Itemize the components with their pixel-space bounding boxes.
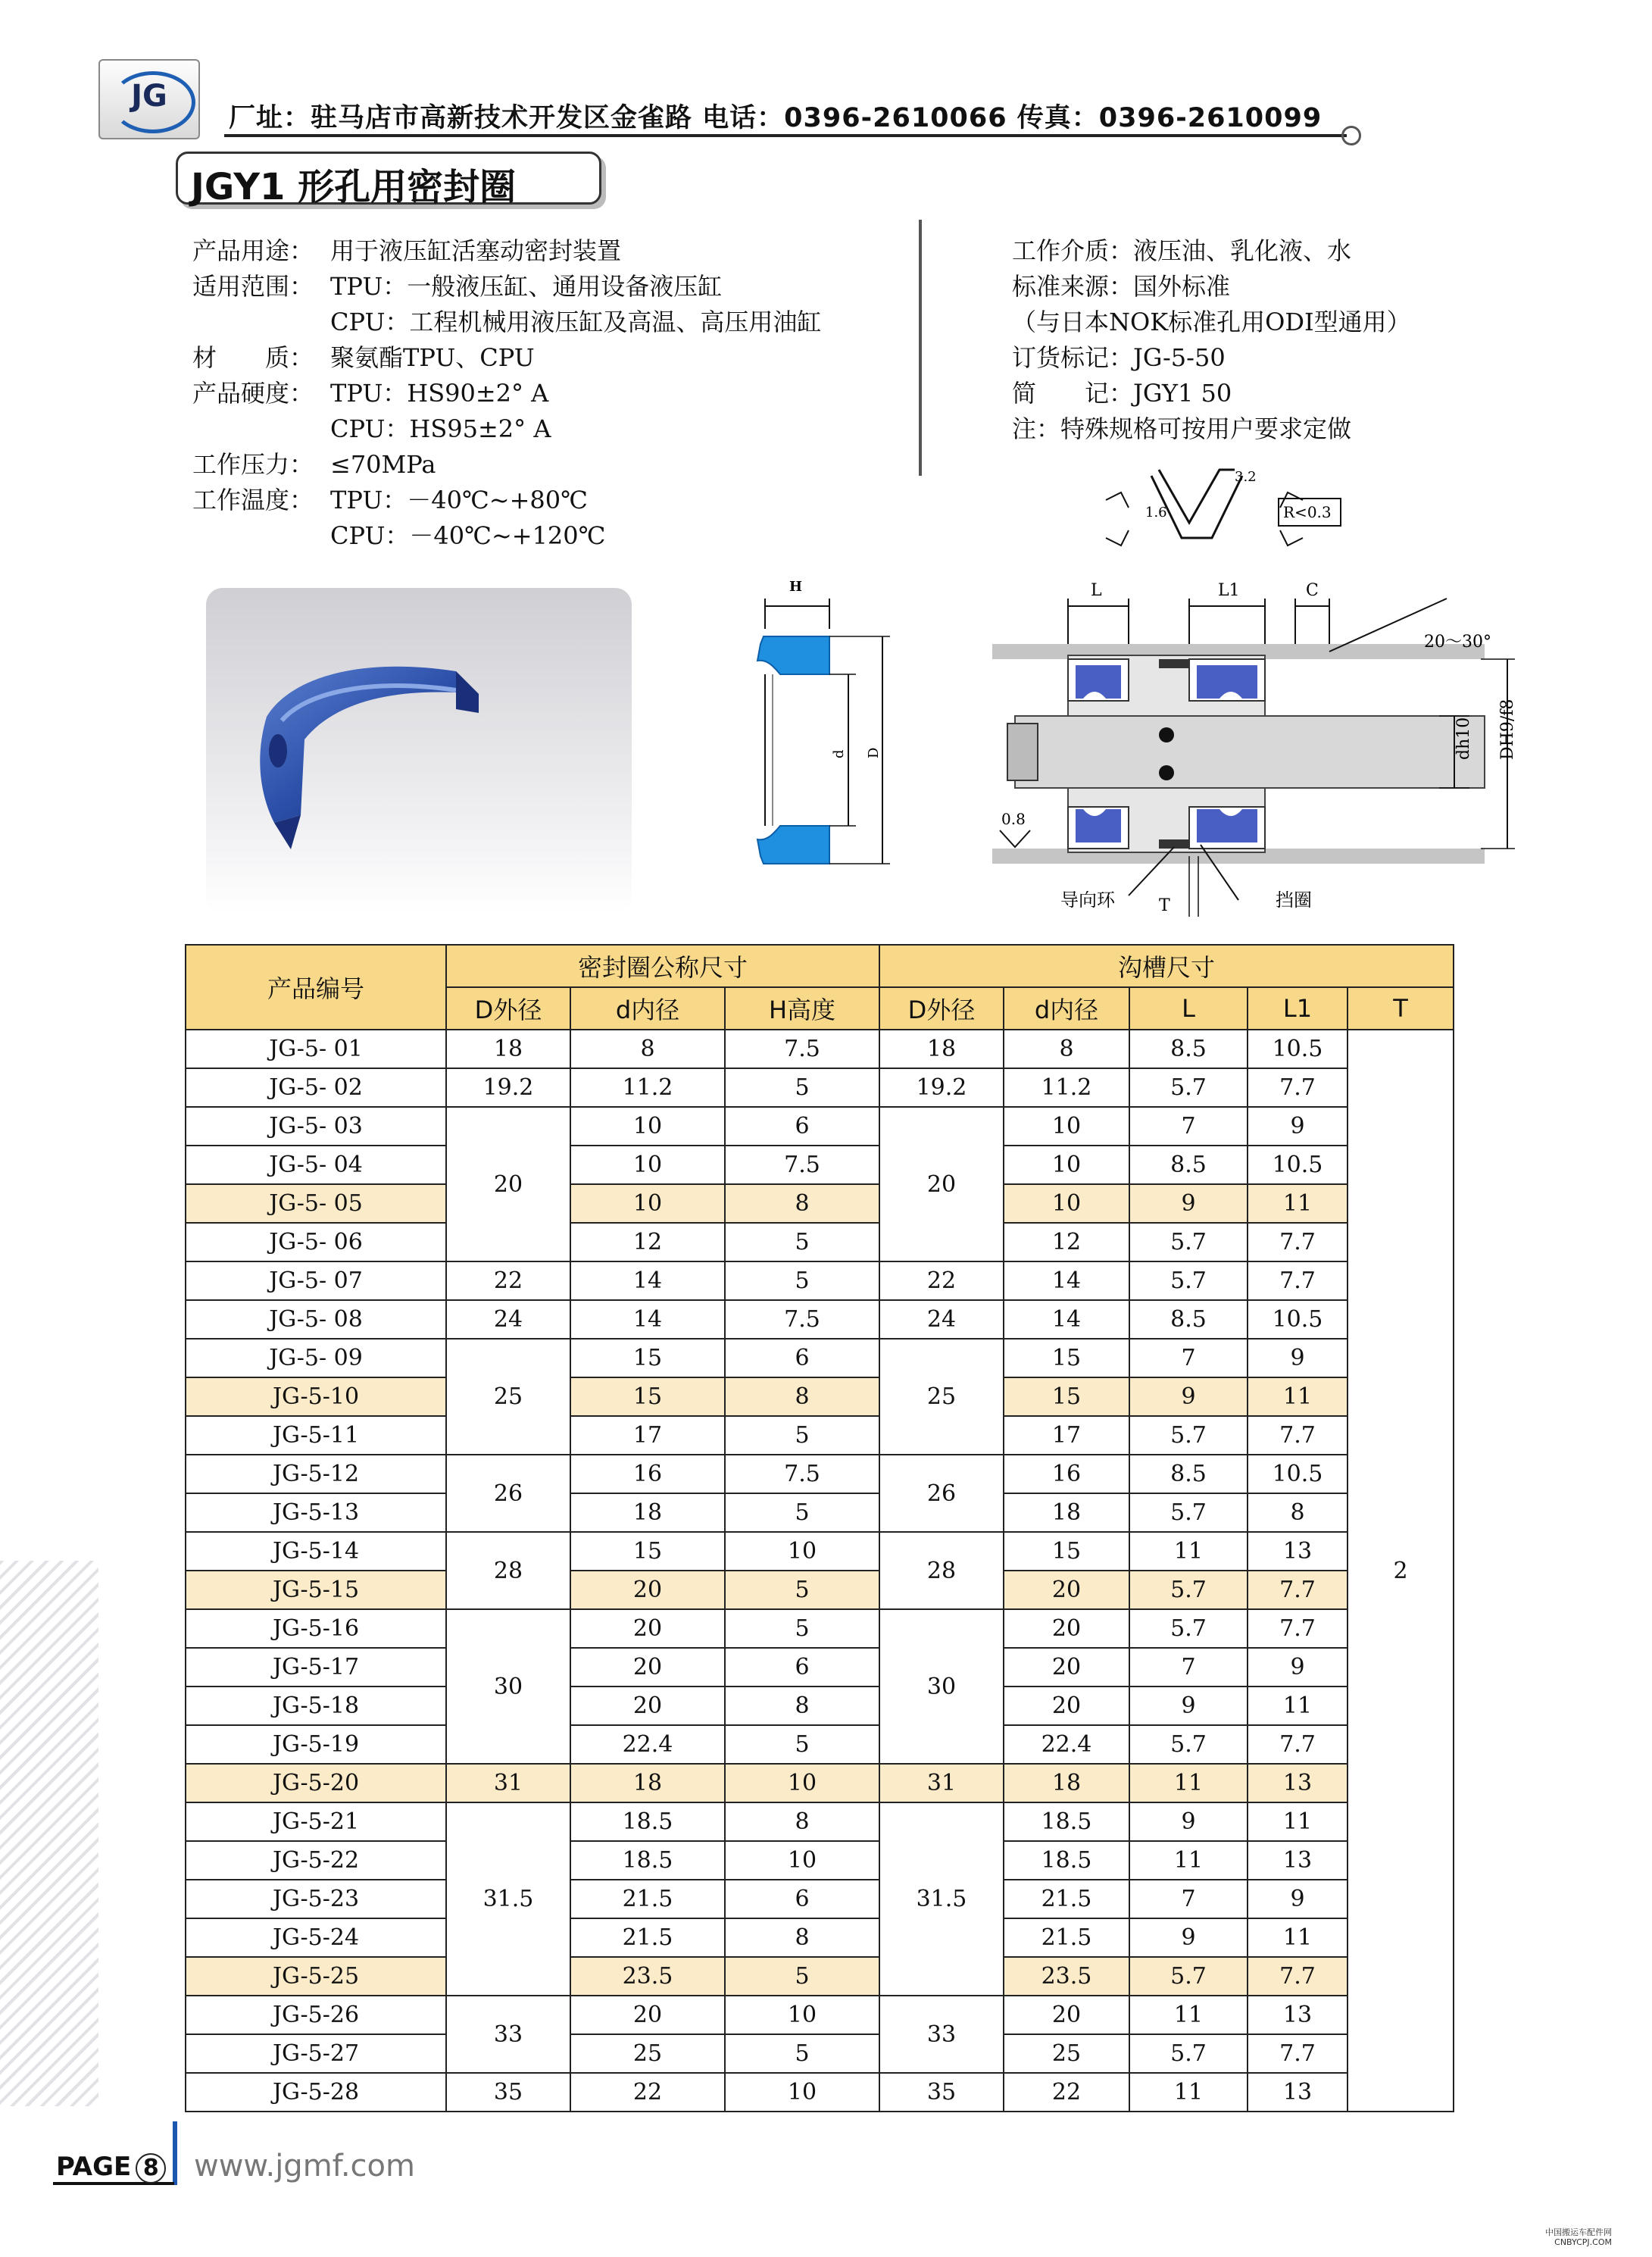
table-row: [186, 1339, 1454, 1377]
cell-groove-d: 18.5: [1004, 1802, 1129, 1841]
cell-product-id: JG-5- 02: [186, 1068, 446, 1107]
cell-seal-H: 8: [725, 1184, 879, 1223]
cell-seal-d: 10: [570, 1146, 725, 1184]
cell-groove-L1: 11: [1248, 1377, 1348, 1416]
cell-groove-L: 7: [1129, 1339, 1248, 1377]
cell-seal-d: 16: [570, 1455, 725, 1493]
spec-row-material: 材 质： 聚氨酯TPU、CPU: [192, 343, 535, 372]
label-guide-ring: 导向环: [1060, 889, 1115, 911]
table-row: [186, 1416, 1454, 1455]
cell-groove-L: 9: [1129, 1377, 1248, 1416]
label-D: D: [866, 747, 882, 758]
label-d: d: [831, 749, 847, 758]
header-groove-group: 沟槽尺寸: [879, 945, 1454, 987]
cell-product-id: JG-5-11: [186, 1416, 446, 1455]
table-row: [186, 2073, 1454, 2112]
table-row: [186, 1957, 1454, 1996]
cell-product-id: JG-5-26: [186, 1996, 446, 2034]
cell-groove-L1: 9: [1248, 1648, 1348, 1686]
cell-product-id: JG-5- 03: [186, 1107, 446, 1146]
label-L1: L1: [1218, 581, 1240, 600]
cell-product-id: JG-5-17: [186, 1648, 446, 1686]
cell-groove-L1: 7.7: [1248, 1725, 1348, 1764]
cell-groove-d: 22.4: [1004, 1725, 1129, 1764]
table-row: [186, 1068, 1454, 1107]
cell-groove-L: 5.7: [1129, 1571, 1248, 1609]
cell-seal-D: 31: [446, 1764, 570, 1802]
cell-product-id: JG-5-18: [186, 1686, 446, 1725]
cell-groove-d: 25: [1004, 2034, 1129, 2073]
cell-seal-H: 7.5: [725, 1455, 879, 1493]
page-label: PAGE: [56, 2152, 132, 2182]
cell-groove-d: 20: [1004, 1996, 1129, 2034]
cell-groove-D: 31.5: [879, 1802, 1004, 1996]
cell-groove-d: 22: [1004, 2073, 1129, 2112]
cell-groove-D: 31: [879, 1764, 1004, 1802]
cell-seal-d: 15: [570, 1532, 725, 1571]
page-title: JGY1 形孔用密封圈: [191, 166, 517, 208]
cell-seal-d: 20: [570, 1648, 725, 1686]
cell-seal-d: 15: [570, 1339, 725, 1377]
footer-accent-bar: [173, 2121, 177, 2185]
label-dh10: dh10: [1454, 717, 1473, 760]
page-number: 8: [136, 2153, 166, 2184]
table-row: [186, 1802, 1454, 1841]
cell-groove-L: 5.7: [1129, 1068, 1248, 1107]
cell-groove-L: 5.7: [1129, 1957, 1248, 1996]
cell-groove-D: 30: [879, 1609, 1004, 1764]
cell-product-id: JG-5- 08: [186, 1300, 446, 1339]
table-row: [186, 1609, 1454, 1648]
cell-product-id: JG-5-24: [186, 1918, 446, 1957]
cell-seal-H: 8: [725, 1802, 879, 1841]
page-indicator: [56, 2152, 166, 2184]
cell-groove-d: 20: [1004, 1686, 1129, 1725]
cell-groove-d: 14: [1004, 1300, 1129, 1339]
cell-seal-D: 19.2: [446, 1068, 570, 1107]
cell-seal-H: 10: [725, 1996, 879, 2034]
cell-groove-L: 5.7: [1129, 1416, 1248, 1455]
seal-render-image: [206, 588, 632, 914]
contact-line: 厂址：驻马店市高新技术开发区金雀路 电话：0396-2610066 传真：0396-2610099: [229, 103, 1323, 133]
assembly-diagram: [985, 568, 1545, 924]
cell-product-id: JG-5-12: [186, 1455, 446, 1493]
cell-groove-L1: 13: [1248, 1841, 1348, 1880]
table-row: [186, 1996, 1454, 2034]
radius-note: R<0.3: [1283, 503, 1332, 521]
cell-product-id: JG-5-21: [186, 1802, 446, 1841]
cell-groove-L1: 13: [1248, 1764, 1348, 1802]
cell-seal-d: 20: [570, 1686, 725, 1725]
product-photo: [206, 588, 632, 914]
spec-row-scope-cpu: CPU：工程机械用液压缸及高温、高压用油缸: [330, 308, 822, 336]
cell-groove-d: 8: [1004, 1030, 1129, 1068]
cell-groove-L1: 13: [1248, 1996, 1348, 2034]
surface-finish-diagram: [1076, 455, 1348, 561]
cell-seal-H: 5: [725, 2034, 879, 2073]
cell-seal-H: 5: [725, 1957, 879, 1996]
cell-groove-L1: 7.7: [1248, 1261, 1348, 1300]
cell-groove-L1: 10.5: [1248, 1030, 1348, 1068]
seal-section-diagram: [750, 568, 917, 902]
header-rule: [224, 134, 1347, 137]
cell-seal-D: 33: [446, 1996, 570, 2073]
cell-groove-L1: 10.5: [1248, 1300, 1348, 1339]
website-url: www.jgmf.com: [194, 2149, 415, 2184]
label-C: C: [1306, 581, 1319, 600]
cell-groove-L1: 11: [1248, 1184, 1348, 1223]
cell-groove-L: 8.5: [1129, 1455, 1248, 1493]
table-row: [186, 1880, 1454, 1918]
cell-seal-d: 20: [570, 1609, 725, 1648]
spec-row-temperature: 工作温度： TPU：－40℃~+80℃: [192, 486, 588, 514]
cell-seal-d: 14: [570, 1300, 725, 1339]
cell-groove-L: 9: [1129, 1802, 1248, 1841]
cell-groove-L1: 7.7: [1248, 2034, 1348, 2073]
cell-groove-L1: 7.7: [1248, 1957, 1348, 1996]
cell-seal-H: 10: [725, 1532, 879, 1571]
cell-groove-d: 15: [1004, 1339, 1129, 1377]
header-groove-d: d内径: [1004, 987, 1129, 1030]
cell-groove-d: 11.2: [1004, 1068, 1129, 1107]
cell-groove-L: 11: [1129, 1841, 1248, 1880]
cell-groove-L: 5.7: [1129, 1609, 1248, 1648]
cell-seal-H: 6: [725, 1339, 879, 1377]
cell-groove-L1: 13: [1248, 2073, 1348, 2112]
cell-seal-d: 18.5: [570, 1841, 725, 1880]
spec-row-pressure: 工作压力： ≤70MPa: [192, 450, 436, 479]
cell-seal-D: 30: [446, 1609, 570, 1764]
cell-groove-D: 33: [879, 1996, 1004, 2073]
cell-seal-d: 25: [570, 2034, 725, 2073]
cell-groove-L: 11: [1129, 2073, 1248, 2112]
cell-groove-L1: 9: [1248, 1880, 1348, 1918]
header-seal-group: 密封圈公称尺寸: [446, 945, 879, 987]
cell-groove-D: 35: [879, 2073, 1004, 2112]
cell-groove-L: 7: [1129, 1648, 1248, 1686]
spec-note: 注：特殊规格可按用户要求定做: [1012, 414, 1352, 443]
cell-product-id: JG-5- 04: [186, 1146, 446, 1184]
watermark-credit: 中国搬运车配件网 CNBYCPJ.COM: [1545, 2227, 1612, 2247]
cell-seal-d: 22: [570, 2073, 725, 2112]
cell-groove-L: 7: [1129, 1107, 1248, 1146]
header-seal-d: d内径: [570, 987, 725, 1030]
table-row: [186, 1493, 1454, 1532]
cell-seal-H: 10: [725, 2073, 879, 2112]
cell-seal-d: 18: [570, 1493, 725, 1532]
cell-seal-H: 5: [725, 1068, 879, 1107]
cell-groove-D: 19.2: [879, 1068, 1004, 1107]
cell-groove-L1: 9: [1248, 1107, 1348, 1146]
cell-groove-L1: 10.5: [1248, 1455, 1348, 1493]
cell-seal-H: 5: [725, 1261, 879, 1300]
cell-groove-L1: 7.7: [1248, 1571, 1348, 1609]
label-roughness: 0.8: [1001, 810, 1026, 828]
cell-seal-D: 24: [446, 1300, 570, 1339]
cell-groove-L: 5.7: [1129, 1493, 1248, 1532]
header-circle-ornament: [1341, 126, 1361, 145]
cell-groove-d: 18.5: [1004, 1841, 1129, 1880]
table-row: [186, 1725, 1454, 1764]
cell-seal-H: 6: [725, 1648, 879, 1686]
cell-groove-L1: 7.7: [1248, 1609, 1348, 1648]
label-angle: 20～30°: [1424, 633, 1491, 652]
cell-seal-d: 17: [570, 1416, 725, 1455]
cell-groove-L: 5.7: [1129, 2034, 1248, 2073]
cell-seal-D: 28: [446, 1532, 570, 1609]
cell-groove-d: 23.5: [1004, 1957, 1129, 1996]
cell-groove-D: 26: [879, 1455, 1004, 1532]
cell-seal-d: 8: [570, 1030, 725, 1068]
table-row: [186, 1648, 1454, 1686]
cell-groove-d: 10: [1004, 1107, 1129, 1146]
cell-seal-d: 14: [570, 1261, 725, 1300]
cell-groove-L: 9: [1129, 1184, 1248, 1223]
cell-groove-D: 28: [879, 1532, 1004, 1609]
cell-groove-L1: 11: [1248, 1802, 1348, 1841]
table-row: [186, 2034, 1454, 2073]
cell-seal-d: 20: [570, 1571, 725, 1609]
table-row: [186, 1261, 1454, 1300]
cell-seal-H: 8: [725, 1918, 879, 1957]
spec-row-usage: 产品用途： 用于液压缸活塞动密封装置: [192, 236, 622, 265]
spec-row-temperature-cpu: CPU：－40℃~+120℃: [330, 521, 606, 550]
cell-seal-D: 18: [446, 1030, 570, 1068]
spec-source: 标准来源：国外标准: [1012, 272, 1231, 301]
decorative-hatch: [0, 1561, 98, 2106]
cell-groove-L1: 9: [1248, 1339, 1348, 1377]
cell-seal-D: 35: [446, 2073, 570, 2112]
cell-seal-H: 5: [725, 1571, 879, 1609]
cell-groove-d: 21.5: [1004, 1918, 1129, 1957]
cell-seal-H: 8: [725, 1377, 879, 1416]
spec-row-scope: 适用范围： TPU：一般液压缸、通用设备液压缸: [192, 272, 723, 301]
header-groove-L1: L1: [1248, 987, 1348, 1030]
header-groove-L: L: [1129, 987, 1248, 1030]
cell-seal-d: 10: [570, 1184, 725, 1223]
header-groove-D: D外径: [879, 987, 1004, 1030]
cell-seal-H: 5: [725, 1223, 879, 1261]
label-H: H: [789, 579, 803, 595]
logo-text: JG: [131, 79, 167, 114]
cell-seal-H: 6: [725, 1880, 879, 1918]
cell-seal-d: 22.4: [570, 1725, 725, 1764]
cell-product-id: JG-5- 01: [186, 1030, 446, 1068]
table-row: [186, 1532, 1454, 1571]
table-row: [186, 1107, 1454, 1146]
cell-seal-d: 12: [570, 1223, 725, 1261]
cell-seal-d: 23.5: [570, 1957, 725, 1996]
cell-groove-D: 18: [879, 1030, 1004, 1068]
cell-groove-L: 5.7: [1129, 1725, 1248, 1764]
roughness-top: 3.2: [1235, 469, 1257, 485]
cell-seal-H: 10: [725, 1764, 879, 1802]
cell-groove-d: 15: [1004, 1377, 1129, 1416]
table-body: [186, 1030, 1454, 2112]
cell-product-id: JG-5- 06: [186, 1223, 446, 1261]
cell-groove-T: 2: [1348, 1030, 1454, 2112]
label-backup-ring: 挡圈: [1276, 889, 1312, 911]
cell-groove-d: 21.5: [1004, 1880, 1129, 1918]
cell-product-id: JG-5-28: [186, 2073, 446, 2112]
label-L: L: [1091, 581, 1102, 600]
cell-product-id: JG-5-14: [186, 1532, 446, 1571]
cell-seal-d: 18.5: [570, 1802, 725, 1841]
company-logo: [98, 59, 200, 139]
cell-seal-H: 10: [725, 1841, 879, 1880]
header-seal-H: H高度: [725, 987, 879, 1030]
cell-groove-L: 9: [1129, 1918, 1248, 1957]
spec-row-hardness: 产品硬度： TPU：HS90±2° A: [192, 379, 549, 408]
table-row: [186, 1300, 1454, 1339]
table-row: [186, 1030, 1454, 1068]
cell-seal-D: 26: [446, 1455, 570, 1532]
cell-groove-d: 10: [1004, 1184, 1129, 1223]
cell-groove-L: 5.7: [1129, 1223, 1248, 1261]
header-seal-D: D外径: [446, 987, 570, 1030]
header-groove-T: T: [1348, 987, 1454, 1030]
size-table: [185, 944, 1454, 2112]
cell-groove-L: 11: [1129, 1764, 1248, 1802]
cell-groove-L1: 7.7: [1248, 1068, 1348, 1107]
cell-groove-d: 20: [1004, 1609, 1129, 1648]
cell-seal-d: 20: [570, 1996, 725, 2034]
cell-product-id: JG-5-23: [186, 1880, 446, 1918]
cell-groove-d: 15: [1004, 1532, 1129, 1571]
cell-groove-L: 11: [1129, 1532, 1248, 1571]
cell-seal-H: 5: [725, 1416, 879, 1455]
cell-seal-d: 21.5: [570, 1880, 725, 1918]
cell-groove-L: 11: [1129, 1996, 1248, 2034]
spec-medium: 工作介质：液压油、乳化液、水: [1012, 236, 1352, 265]
cell-product-id: JG-5-10: [186, 1377, 446, 1416]
cell-seal-H: 7.5: [725, 1030, 879, 1068]
table-row: [186, 1686, 1454, 1725]
table-row: [186, 1223, 1454, 1261]
cell-groove-L1: 8: [1248, 1493, 1348, 1532]
cell-groove-L: 9: [1129, 1686, 1248, 1725]
cell-groove-D: 20: [879, 1107, 1004, 1261]
cell-groove-L: 8.5: [1129, 1030, 1248, 1068]
spec-short-mark: 简 记：JGY1 50: [1012, 379, 1232, 408]
cell-product-id: JG-5- 07: [186, 1261, 446, 1300]
table-row: [186, 1146, 1454, 1184]
cell-groove-d: 10: [1004, 1146, 1129, 1184]
cell-groove-d: 12: [1004, 1223, 1129, 1261]
cell-groove-L: 5.7: [1129, 1261, 1248, 1300]
spec-divider: [919, 220, 922, 476]
spec-order-mark: 订货标记：JG-5-50: [1012, 343, 1226, 372]
table-row: [186, 1918, 1454, 1957]
cell-seal-H: 8: [725, 1686, 879, 1725]
cell-groove-L1: 11: [1248, 1686, 1348, 1725]
cell-seal-d: 11.2: [570, 1068, 725, 1107]
cell-groove-d: 18: [1004, 1764, 1129, 1802]
cell-seal-H: 5: [725, 1725, 879, 1764]
table-row: [186, 1455, 1454, 1493]
table-row: [186, 1377, 1454, 1416]
cell-groove-L1: 7.7: [1248, 1416, 1348, 1455]
spec-row-hardness-cpu: CPU：HS95±2° A: [330, 414, 551, 443]
cell-product-id: JG-5-22: [186, 1841, 446, 1880]
cell-groove-D: 25: [879, 1339, 1004, 1455]
cell-groove-L1: 10.5: [1248, 1146, 1348, 1184]
header-product-id: 产品编号: [186, 945, 446, 1030]
cell-product-id: JG-5-16: [186, 1609, 446, 1648]
cell-product-id: JG-5-27: [186, 2034, 446, 2073]
cell-product-id: JG-5- 09: [186, 1339, 446, 1377]
label-T: T: [1159, 896, 1170, 915]
roughness-bottom: 1.6: [1145, 505, 1167, 520]
cell-seal-D: 25: [446, 1339, 570, 1455]
cell-product-id: JG-5-25: [186, 1957, 446, 1996]
cell-groove-L1: 13: [1248, 1532, 1348, 1571]
cell-seal-H: 7.5: [725, 1146, 879, 1184]
cell-seal-d: 21.5: [570, 1918, 725, 1957]
cell-product-id: JG-5- 05: [186, 1184, 446, 1223]
cell-groove-d: 17: [1004, 1416, 1129, 1455]
cell-seal-d: 18: [570, 1764, 725, 1802]
cell-seal-D: 22: [446, 1261, 570, 1300]
cell-product-id: JG-5-13: [186, 1493, 446, 1532]
cell-groove-D: 24: [879, 1300, 1004, 1339]
table-row: [186, 1571, 1454, 1609]
cell-seal-H: 5: [725, 1609, 879, 1648]
cell-groove-L: 7: [1129, 1880, 1248, 1918]
cell-seal-H: 5: [725, 1493, 879, 1532]
cell-product-id: JG-5-20: [186, 1764, 446, 1802]
cell-seal-D: 20: [446, 1107, 570, 1261]
cell-groove-d: 20: [1004, 1571, 1129, 1609]
table-row: [186, 1841, 1454, 1880]
label-DH9: DH9/f8: [1498, 699, 1517, 760]
cell-groove-d: 16: [1004, 1455, 1129, 1493]
spec-source-note: （与日本NOK标准孔用ODI型通用）: [1012, 308, 1411, 336]
cell-groove-L1: 7.7: [1248, 1223, 1348, 1261]
cell-groove-d: 20: [1004, 1648, 1129, 1686]
cell-product-id: JG-5-15: [186, 1571, 446, 1609]
cell-seal-D: 31.5: [446, 1802, 570, 1996]
cell-product-id: JG-5-19: [186, 1725, 446, 1764]
table-row: [186, 1184, 1454, 1223]
cell-groove-d: 18: [1004, 1493, 1129, 1532]
table-row: [186, 1764, 1454, 1802]
cell-seal-H: 7.5: [725, 1300, 879, 1339]
cell-seal-H: 6: [725, 1107, 879, 1146]
cell-groove-L: 8.5: [1129, 1146, 1248, 1184]
cell-groove-L: 8.5: [1129, 1300, 1248, 1339]
cell-groove-d: 14: [1004, 1261, 1129, 1300]
cell-seal-d: 15: [570, 1377, 725, 1416]
cell-groove-D: 22: [879, 1261, 1004, 1300]
cell-groove-L1: 11: [1248, 1918, 1348, 1957]
cell-seal-d: 10: [570, 1107, 725, 1146]
